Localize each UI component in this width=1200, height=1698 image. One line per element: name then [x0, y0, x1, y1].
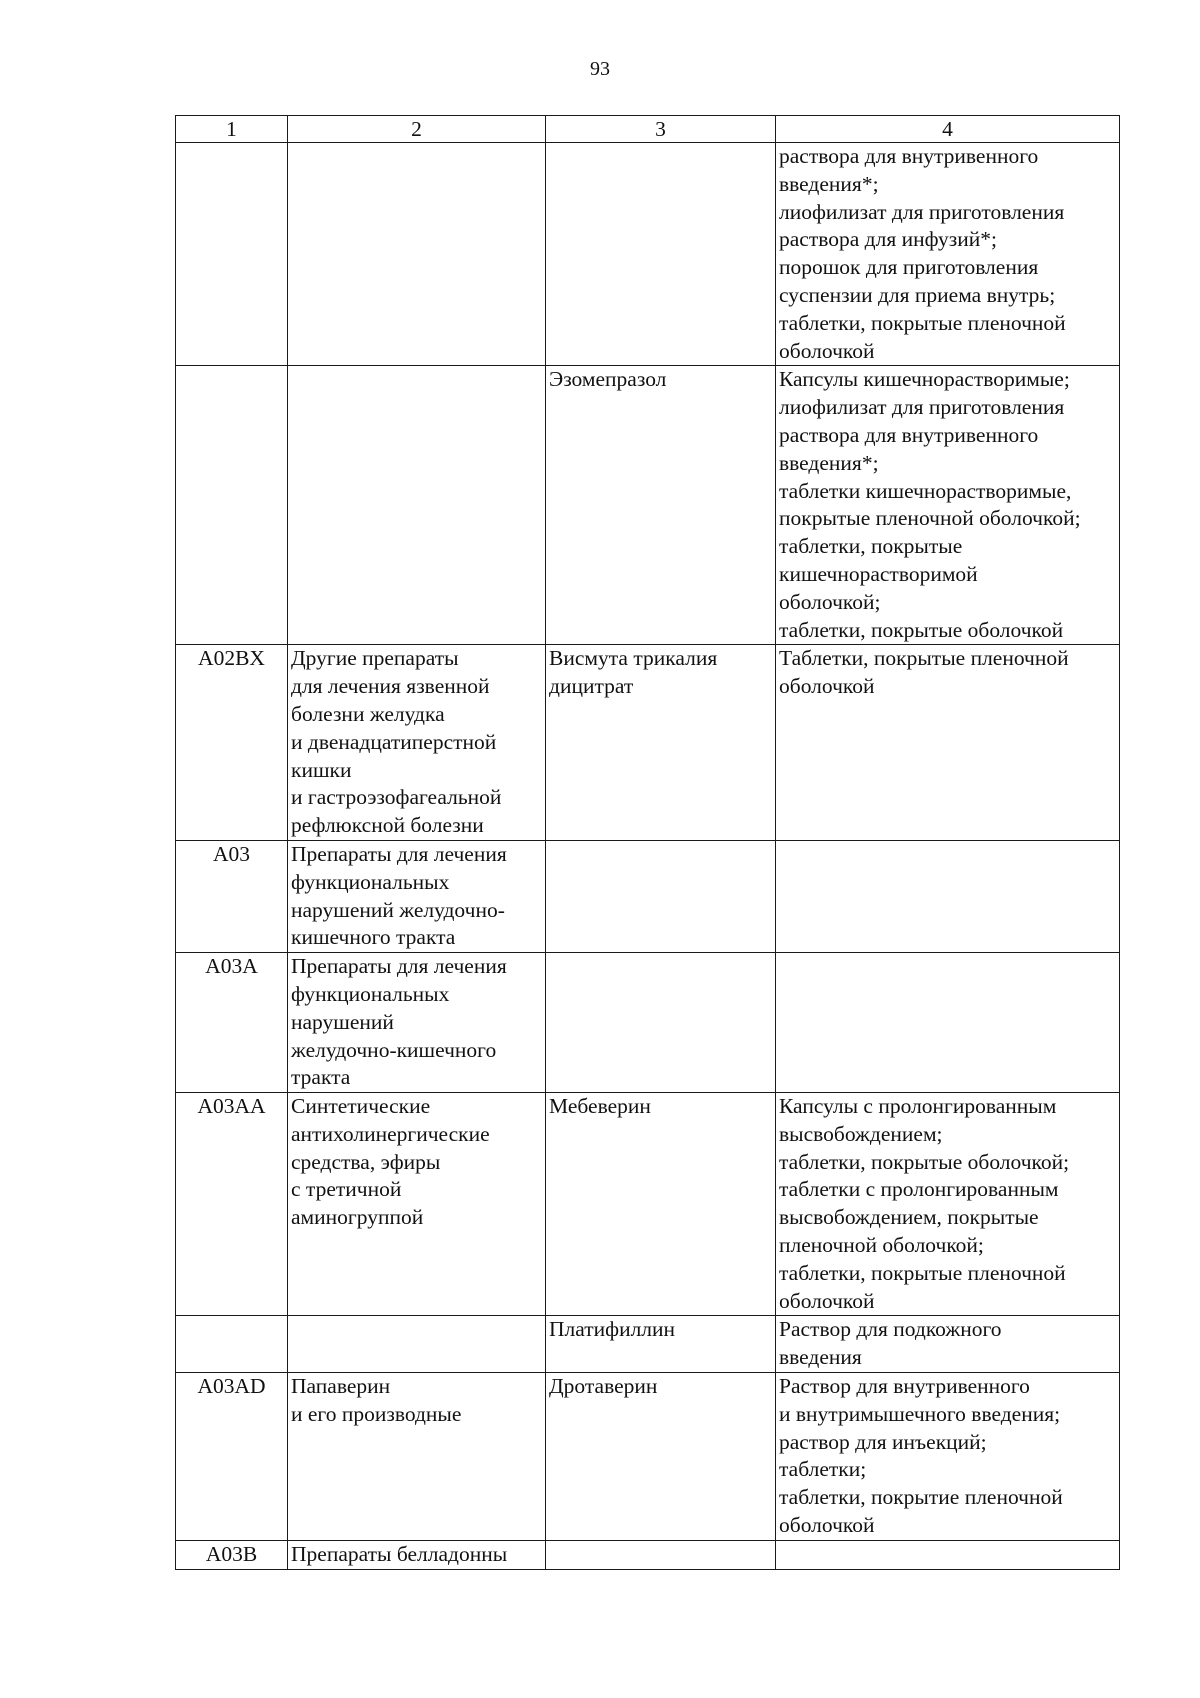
group-name-cell: Другие препараты для лечения язвенной болезни желудка и двенадцатиперстной кишки и гастроэзофагеальной рефлюксной болезни — [288, 645, 546, 841]
group-name-cell — [288, 366, 546, 645]
drug-name-cell: Мебеверин — [546, 1093, 776, 1316]
table-header-row — [176, 116, 1120, 143]
dosage-forms-cell: Раствор для подкожного введения — [776, 1316, 1120, 1373]
page-number: 93 — [590, 58, 610, 80]
table-row — [176, 1373, 1120, 1541]
dosage-forms-cell — [776, 840, 1120, 952]
drug-name-cell: Платифиллин — [546, 1316, 776, 1373]
dosage-forms-cell: раствора для внутривенного введения*; лиофилизат для приготовления раствора для инфузий*; порошок для приготовления суспензии для приема внутрь; таблетки, покрытые пленочной оболочкой — [776, 143, 1120, 366]
group-name-cell: Препараты белладонны — [288, 1540, 546, 1569]
dosage-forms-cell: Раствор для внутривенного и внутримышечного введения; раствор для инъекций; таблетки; таблетки, покрытие пленочной оболочкой — [776, 1373, 1120, 1541]
atc-code-cell: A03AD — [176, 1373, 288, 1541]
drug-name-cell: Дротаверин — [546, 1373, 776, 1541]
table-row — [176, 645, 1120, 841]
group-name-cell — [288, 143, 546, 366]
atc-code-cell — [176, 1316, 288, 1373]
drug-name-cell — [546, 1540, 776, 1569]
group-name-cell: Синтетические антихолинергические средства, эфиры с третичной аминогруппой — [288, 1093, 546, 1316]
dosage-forms-cell: Капсулы с пролонгированным высвобождением; таблетки, покрытые оболочкой; таблетки с пролонгированным высвобождением, покрытые пленочной оболочкой; таблетки, покрытые пленочной оболочкой — [776, 1093, 1120, 1316]
table-row — [176, 1316, 1120, 1373]
group-name-cell: Препараты для лечения функциональных нарушений желудочно- кишечного тракта — [288, 840, 546, 952]
drug-table — [175, 115, 1120, 1570]
atc-code-cell — [176, 143, 288, 366]
dosage-forms-cell — [776, 953, 1120, 1093]
drug-name-cell: Эзомепразол — [546, 366, 776, 645]
table-row — [176, 143, 1120, 366]
table-row — [176, 1540, 1120, 1569]
column-header-3: 3 — [546, 116, 776, 143]
atc-code-cell: A03B — [176, 1540, 288, 1569]
dosage-forms-cell — [776, 1540, 1120, 1569]
drug-name-cell: Висмута трикалия дицитрат — [546, 645, 776, 841]
atc-code-cell — [176, 366, 288, 645]
atc-code-cell: A03AA — [176, 1093, 288, 1316]
drug-name-cell — [546, 143, 776, 366]
table-row — [176, 953, 1120, 1093]
group-name-cell: Препараты для лечения функциональных нарушений желудочно-кишечного тракта — [288, 953, 546, 1093]
table-row — [176, 366, 1120, 645]
drug-name-cell — [546, 953, 776, 1093]
group-name-cell — [288, 1316, 546, 1373]
dosage-forms-cell: Капсулы кишечнорастворимые; лиофилизат для приготовления раствора для внутривенного введения*; таблетки кишечнорастворимые, покрытые пленочной оболочкой; таблетки, покрытые кишечнорастворимой оболочкой; таблетки, покрытые оболочкой — [776, 366, 1120, 645]
dosage-forms-cell: Таблетки, покрытые пленочной оболочкой — [776, 645, 1120, 841]
table-row — [176, 1093, 1120, 1316]
atc-code-cell: A03 — [176, 840, 288, 952]
table-row — [176, 840, 1120, 952]
column-header-1: 1 — [176, 116, 288, 143]
group-name-cell: Папаверин и его производные — [288, 1373, 546, 1541]
column-header-2: 2 — [288, 116, 546, 143]
column-header-4: 4 — [776, 116, 1120, 143]
atc-code-cell: A02BX — [176, 645, 288, 841]
drug-name-cell — [546, 840, 776, 952]
atc-code-cell: A03A — [176, 953, 288, 1093]
